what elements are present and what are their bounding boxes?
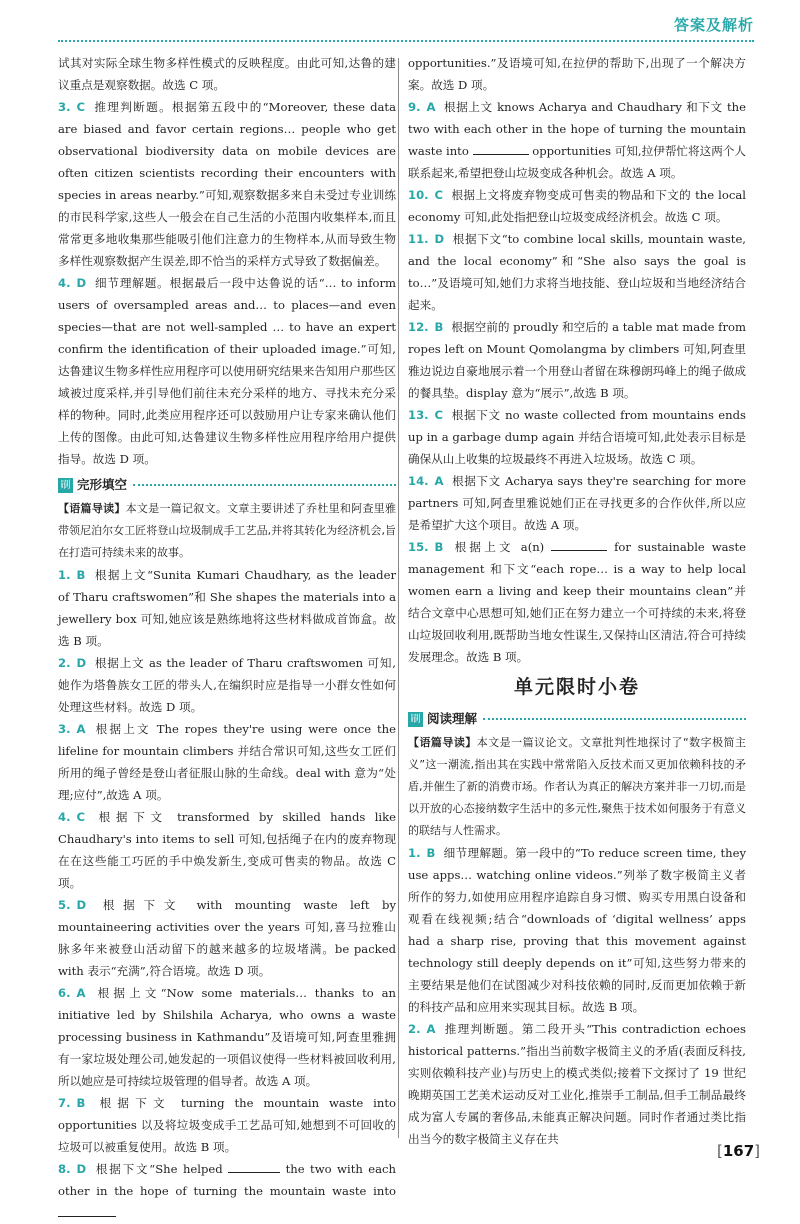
item-answer: D — [76, 898, 87, 912]
item-text-cont: opportunities 可知,拉伊帮忙将这两个人联系起来,希望把登山垃圾变成各种机会。故选 A 项。 — [408, 144, 747, 180]
item-text-cont: the two with each other in the hope of turning the mountain waste into — [58, 1162, 396, 1198]
item-answer: C — [76, 100, 85, 114]
guide-text: 本文是一篇记叙文。文章主要讲述了乔杜里和阿查里雅带领尼泊尔女工匠将登山垃圾制成手工艺品,并将其转化为经济机会,旨在打造可持续未来的故事。 — [58, 502, 396, 559]
item-answer: C — [434, 408, 444, 422]
item-answer: D — [76, 1162, 87, 1176]
item-text: 根据上文“Now some materials… thanks to an initiative led by Shilshila Acharya, who owns a waste processing business in Kathmandu”及语境可知,阿查里雅拥有一家垃圾处理公司,她发起的一项倡议使得一些材料被回收利用,所以她应是可持续垃圾管理的倡导者。故选 A 项。 — [58, 986, 396, 1088]
brush-badge-icon: 刷 — [408, 712, 423, 727]
item-text: 根据空前的 proudly 和空后的 a table mat made from ropes left on Mount Qomolangma by climbers 可知,阿查里雅边说边自豪地展示着一个用登山者留在珠穆朗玛峰上的绳子做成的餐具垫。display 意为“展示”,故选 B 项。 — [408, 320, 746, 400]
item-answer: B — [434, 320, 444, 334]
brush-badge-icon: 刷 — [58, 478, 73, 493]
item-number: 10. — [408, 188, 429, 202]
item-text: 根据下文 no waste collected from mountains ends up in a garbage dump again 并结合语境可知,此处表示目标是确保从山上收集的垃圾最终不再进入垃圾场。故选 C 项。 — [408, 408, 746, 466]
page-number: [167] — [716, 1142, 760, 1160]
item-answer: A — [426, 1022, 436, 1036]
reading-section-heading — [408, 708, 746, 730]
item-text: 根据下文“to combine local skills, mountain waste, and the local economy”和“She also says the goal is to…”及语境可知,她们力求将当地技能、登山垃圾和当地经济结合起来。 — [408, 232, 746, 312]
answer-blank — [58, 1216, 116, 1217]
item-text: 根据上文“Sunita Kumari Chaudhary, as the leader of Tharu craftswomen”和 She shapes the materials into a jewellery box 可知,她应该是熟练地将这些材料做成首饰盒。故选 B 项。 — [58, 568, 396, 648]
dotted-rule — [133, 484, 396, 486]
item-number: 6. — [58, 986, 71, 1000]
item-number: 15. — [408, 540, 429, 554]
item-number: 12. — [408, 320, 429, 334]
item-text-cont: for sustainable waste management 和下文“each rope… is a way to help local women earn a living and keep their mountains clean”并结合文章中心思想可知,她们正在努力建立一个可持续的未来,将登山垃圾回收利用,既帮助当地女性谋生,又保持山区清洁,符合可持续发展理念。故选 B 项。 — [408, 540, 747, 664]
item-answer: C — [434, 188, 444, 202]
item-number: 1. — [58, 568, 71, 582]
right-column — [408, 52, 746, 1150]
item-number: 9. — [408, 100, 421, 114]
item-number: 4. — [58, 276, 71, 290]
item-answer: B — [426, 846, 436, 860]
guide-text: 本文是一篇议论文。文章批判性地探讨了“数字极简主义”这一潮流,指出其在实践中常常陷入反技术而又更加依赖科技的矛盾,并催生了新的消费市场。作者认为真正的解决方案并非一刀切,而是以开放的心态接纳数字生活中的多元性,聚焦于技术如何服务于有意义的联结与人性需求。 — [408, 736, 747, 837]
item-number: 13. — [408, 408, 429, 422]
header-title: 答案及解析 — [673, 16, 754, 34]
item-text: 根据上文 knows Acharya and Chaudhary 和下文 the two with each other in the hope of turning the mountain waste into — [408, 100, 746, 158]
item-answer: A — [76, 722, 86, 736]
item-number: 14. — [408, 474, 429, 488]
column-divider — [398, 58, 399, 1138]
section-title: 完形填空 — [77, 477, 128, 492]
item-text: 细节理解题。第一段中的“To reduce screen time, they use apps… watching online videos.”列举了数字极简主义者所作的努力,如使用应用程序追踪自身习惯、购买专用黑白设备和观看在线视频;结合“downloads of ‘digital wellness’ apps had a sharp rise, proving that this movement against technology still deeply depends on it”可知,这些努力带来的主要结果是他们在试图减少对科技依赖的同时,反而更加依赖于新的科技产品和应用来实现其目标。故选 B 项。 — [408, 846, 746, 1014]
item-text: 根据上文将废弃物变成可售卖的物品和下文的 the local economy 可知,此处指把登山垃圾变成经济机会。故选 C 项。 — [408, 188, 746, 224]
item-text: 根据上文 as the leader of Tharu craftswomen 可知,她作为塔鲁族女工匠的带头人,在编织时应是指导一小群女性如何处理这些材料。故选 D 项。 — [58, 656, 396, 714]
item-answer: D — [76, 656, 87, 670]
answer-item-4 — [58, 272, 396, 470]
item-text: 推理判断题。第二段开头“This contradiction echoes historical patterns.”指出当前数字极简主义的矛盾(表面反科技,实则依赖科技产业)与历史上的模式类似;接着下文探讨了 19 世纪晚期英国工艺美术运动反对工业化,推崇手工制品,但手工制品最终成为富人专属的奢侈品,未能真正解决问题。同时作者通过类比指出当今的数字极简主义存在共 — [408, 1022, 746, 1146]
cloze-item-2 — [58, 652, 396, 718]
guide-tag: 【语篇导读】 — [408, 736, 477, 749]
cloze-item-7 — [58, 1092, 396, 1158]
cloze-item-5 — [58, 894, 396, 982]
item-number: 11. — [408, 232, 429, 246]
cloze-item-12 — [408, 316, 746, 404]
cloze-item-10 — [408, 184, 746, 228]
item-text: 推理判断题。根据第五段中的“Moreover, these data are biased and favor certain regions… people who get observational biodiversity data on mobile devices are often citizen scientists recording their encounters with species in areas nearby.”可知,观察数据多来自未受过专业训练的市民科学家,这些人一般会在自己生活的小范围内收集样本,而且常常更多地收集那些能吸引他们注意力的生物样本,从而导致生物多样性观察数据产生误差,即不恰当的采样方式导致了数据偏差。 — [58, 100, 396, 268]
left-column — [58, 52, 396, 1224]
item-number: 2. — [58, 656, 71, 670]
item-text: 根据下文 Acharya says they're searching for more partners 可知,阿查里雅说她们正在寻找更多的合作伙伴,所以应是希望扩大这个项目。故选 A 项。 — [408, 474, 746, 532]
answer-blank — [473, 154, 529, 155]
item-answer: B — [434, 540, 444, 554]
dotted-rule — [483, 718, 746, 720]
item-number: 1. — [408, 846, 421, 860]
cloze-item-4 — [58, 806, 396, 894]
item-answer: A — [434, 474, 444, 488]
unit-title: 单元限时小卷 — [513, 676, 640, 698]
item-text: 根据上文 a(n) — [451, 540, 545, 554]
item-answer: D — [76, 276, 87, 290]
passage-guide — [408, 732, 746, 842]
answer-blank — [228, 1172, 280, 1173]
item-text: 根据下文 with mounting waste left by mountaineering activities over the years 可知,喜马拉雅山脉多年来被登山活动留下的越来越多的垃圾堵满。be packed with 表示“充满”,符合语境。故选 D 项。 — [58, 898, 396, 978]
item-number: 5. — [58, 898, 71, 912]
reading-item-2 — [408, 1018, 746, 1150]
page-number-value: 167 — [722, 1142, 755, 1160]
cloze-item-1 — [58, 564, 396, 652]
cloze-item-6 — [58, 982, 396, 1092]
item-answer: D — [434, 232, 445, 246]
item-answer: B — [76, 1096, 86, 1110]
intro-paragraph: 试其对实际全球生物多样性模式的反映程度。由此可知,达鲁的建议重点是观察数据。故选 C 项。 — [58, 56, 396, 92]
item-number: 3. — [58, 722, 71, 736]
item-answer: C — [76, 810, 85, 824]
reading-item-1 — [408, 842, 746, 1018]
guide-tag: 【语篇导读】 — [58, 502, 126, 515]
cloze-item-3 — [58, 718, 396, 806]
item-number: 2. — [408, 1022, 421, 1036]
item-answer: B — [76, 568, 86, 582]
item-number: 4. — [58, 810, 71, 824]
item-text: 根据上文 The ropes they're using were once the lifeline for mountain climbers 并结合常识可知,这些女工匠们所用的绳子曾经是登山者征服山脉的生命线。deal with 意为“处理;应付”,故选 A 项。 — [58, 722, 396, 802]
answer-blank — [551, 550, 607, 551]
cloze-item-13 — [408, 404, 746, 470]
item-number: 8. — [58, 1162, 71, 1176]
item-answer: A — [426, 100, 436, 114]
item8-continuation: opportunities.”及语境可知,在拉伊的帮助下,出现了一个解决方案。故选 D 项。 — [408, 56, 746, 92]
header-dotted-line — [58, 40, 754, 42]
item-number: 7. — [58, 1096, 71, 1110]
section-title: 阅读理解 — [427, 711, 478, 726]
answer-item-3 — [58, 96, 396, 272]
cloze-item-15 — [408, 536, 746, 668]
item-number: 3. — [58, 100, 71, 114]
cloze-item-11 — [408, 228, 746, 316]
item-text: 根据下文“She helped — [94, 1162, 223, 1176]
cloze-item-14 — [408, 470, 746, 536]
page-header — [0, 0, 800, 44]
cloze-section-heading — [58, 474, 396, 496]
passage-guide — [58, 498, 396, 564]
item-text: 根据下文 turning the mountain waste into opportunities 以及将垃圾变成手工艺品可知,她想到不可回收的垃圾可以被重复使用。故选 B 项。 — [58, 1096, 396, 1154]
item-text: 根据下文 transformed by skilled hands like Chaudhary's into items to sell 可知,包括绳子在内的废弃物现在在这些能工巧匠的手中焕发新生,变成可售卖的物品。故选 C 项。 — [58, 810, 396, 890]
item-text: 细节理解题。根据最后一段中达鲁说的话“… to inform users of oversampled areas and… to places—and even species—that are not well-sampled … to have an expert confirm the identification of their uploaded image.”可知,达鲁建议生物多样性应用程序可以使用研究结果来告知用户那些区域被过度采样,并引导他们前往未充分采样的地方、寻找未充分采样的物种。同时,此类应用程序还可以鼓励用户让专家来确认他们上传的图像。由此可知,达鲁建议生物多样性应用程序给用户提供指导。故选 D 项。 — [58, 276, 396, 466]
cloze-item-9 — [408, 96, 746, 184]
cloze-item-8 — [58, 1158, 396, 1224]
item-answer: A — [76, 986, 86, 1000]
